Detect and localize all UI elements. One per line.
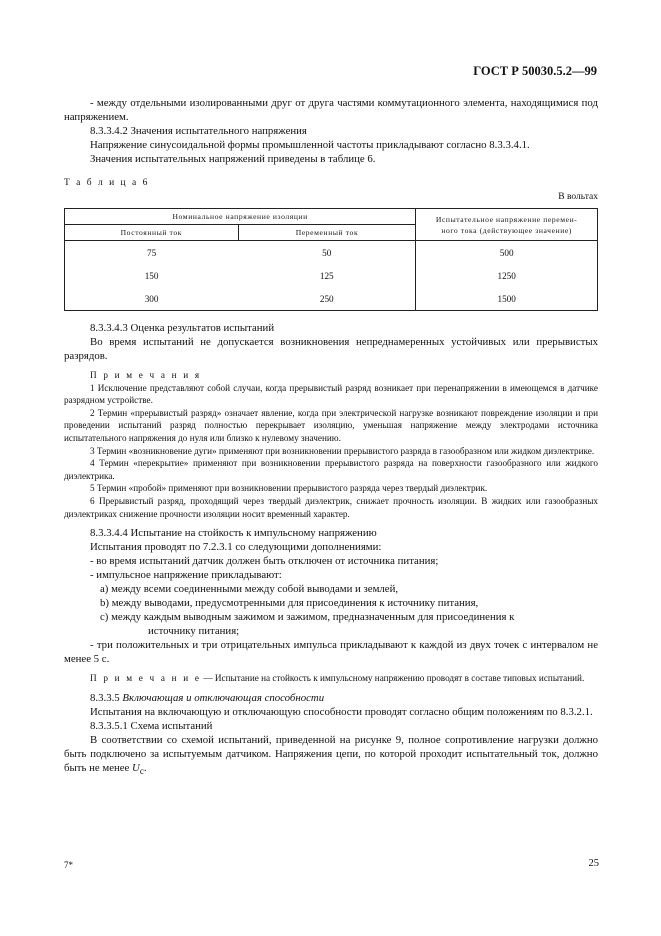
switching-sub-text-body: В соответствии со схемой испытаний, приведенной на рисунке 9, полное сопротивление нагрузки должно быть подключено за испытуемым датчиком. Напряжения цепи, по которой проходит испытательный ток, должно быть не менее [64, 733, 598, 774]
switching-heading-text: Включающая и отключающая способности [122, 691, 325, 704]
notes-title: П р и м е ч а н и я [90, 370, 202, 380]
impulse-item-b: b) между выводами, предусмотренными для присоединения к источнику питания, [100, 597, 479, 610]
table-head-ac: Переменный ток [238, 225, 416, 241]
note-item-5: 5 Термин «пробой» применяют при возникновении прерывистого разряда через твердый диэлектрик. [90, 483, 488, 494]
switching-heading-number: 8.3.3.5 [90, 691, 123, 704]
table-head-test-line1: Испытательное напряжение перемен- [435, 214, 578, 224]
switching-sub-text-end: . [143, 761, 147, 774]
section-heading-8-3-3-5 [64, 691, 598, 705]
note-item-2: 2 Термин «прерывистый разряд» означает явление, когда при электрической нагрузке возникают повреждение изоляции и при проведении испытаний разряд полностью перекрывает изоляцию, уменьшая напряжение между электродами источника испытательного напряжения до нуля или близко к нулевому значению. [64, 407, 598, 443]
table-cell-dc: 300 [65, 287, 239, 311]
section-heading-8-3-3-5-1: 8.3.3.5.1 Схема испытаний [90, 719, 213, 732]
document-header: ГОСТ Р 50030.5.2—99 [473, 64, 597, 78]
table-cell-dc: 75 [65, 241, 239, 265]
table-cell-test: 500 [416, 241, 598, 265]
table-row [65, 287, 598, 311]
table-cell-ac: 250 [238, 287, 416, 311]
section-heading-8-3-3-4-3: 8.3.3.4.3 Оценка результатов испытаний [90, 322, 275, 334]
footer-mark: 7* [64, 860, 73, 870]
impulse-item-c [64, 610, 598, 638]
paragraph-top-1: - между отдельными изолированными друг от друга частями коммутационного элемента, находящимися под напряжением. [64, 97, 598, 123]
note-item-4: 4 Термин «перекрытие» применяют при возникновении прерывистого разряда на поверхности газообразного или жидкого диэлектрика. [64, 458, 598, 481]
note-item-3: 3 Термин «возникновение дуги» применяют при возникновении прерывистого разряда в газообразном или жидком диэлектрике. [90, 445, 595, 456]
section-heading-8-3-3-4-2: 8.3.3.4.2 Значения испытательного напряжения [90, 125, 307, 137]
note-item-1: 1 Исключение представляют собой случаи, когда прерывистый разряд возникает при перенапряжении в имеющемся в датчике разрядном устройстве. [64, 382, 598, 406]
switching-text: Испытания на включающую и отключающую способности проводят согласно общим положениям по 8.3.2.1. [90, 705, 593, 718]
voltage-table [64, 208, 598, 311]
table-cell-ac: 125 [319, 270, 334, 281]
eval-text: Во время испытаний не допускается возникновения непреднамеренных устойчивых или прерывистых разрядов. [64, 336, 598, 362]
voltage-symbol: U [132, 761, 140, 774]
paragraph-top-3: Напряжение синусоидальной формы промышленной частоты прикладывают согласно 8.3.3.4.1. [90, 139, 530, 151]
section-heading-8-3-3-4-4: 8.3.3.4.4 Испытание на стойкость к импульсному напряжению [90, 527, 377, 540]
table-cell-test: 1250 [416, 264, 598, 287]
paragraph-top-4: Значения испытательных напряжений приведены в таблице 6. [90, 153, 376, 165]
impulse-note-text: — Испытание на стойкость к импульсному напряжению проводят в составе типовых испытаний. [201, 673, 585, 684]
page-content [64, 96, 598, 778]
table-head-test [416, 209, 598, 241]
table-caption: Т а б л и ц а 6 [64, 178, 150, 188]
page-number: 25 [588, 858, 599, 869]
table-cell-dc: 150 [65, 264, 239, 287]
table-head-group: Номинальное напряжение изоляции [65, 209, 416, 225]
impulse-bullet-2: - импульсное напряжение прикладывают: [90, 569, 282, 582]
impulse-item-c-line1: c) между каждым выводным зажимом и зажимом, предназначенным для присоединения к [100, 611, 515, 624]
impulse-note-label: П р и м е ч а н и е [90, 673, 202, 684]
impulse-bullet-3: - три положительных и три отрицательных импульса прикладывают к каждой из двух точек с интервалом не менее 5 с. [64, 639, 598, 666]
table-cell-ac: 50 [322, 247, 332, 258]
impulse-bullet-1: - во время испытаний датчик должен быть отключен от источника питания; [90, 555, 439, 568]
switching-sub-text [64, 733, 598, 778]
table-row [65, 264, 598, 287]
impulse-intro: Испытания проводят по 7.2.3.1 со следующими дополнениями: [90, 541, 382, 554]
table-unit: В вольтах [558, 192, 598, 202]
table-head-test-line2: ного тока (действующее значение) [441, 225, 572, 235]
table-row [65, 241, 598, 265]
impulse-item-c-line2: источнику питания; [148, 625, 240, 638]
impulse-item-a: a) между всеми соединенными между собой выводами и землей, [100, 583, 399, 596]
impulse-note [64, 672, 598, 685]
voltage-symbol-index: c [139, 765, 144, 776]
table-cell-test: 1500 [416, 287, 598, 311]
table-head-dc: Постоянный ток [65, 225, 239, 241]
note-item-6: 6 Прерывистый разряд, проходящий через твердый диэлектрик, снижает прочность изоляции. В жидких или газообразных диэлектриках снижение прочности изоляции носит временный характер. [64, 495, 598, 519]
